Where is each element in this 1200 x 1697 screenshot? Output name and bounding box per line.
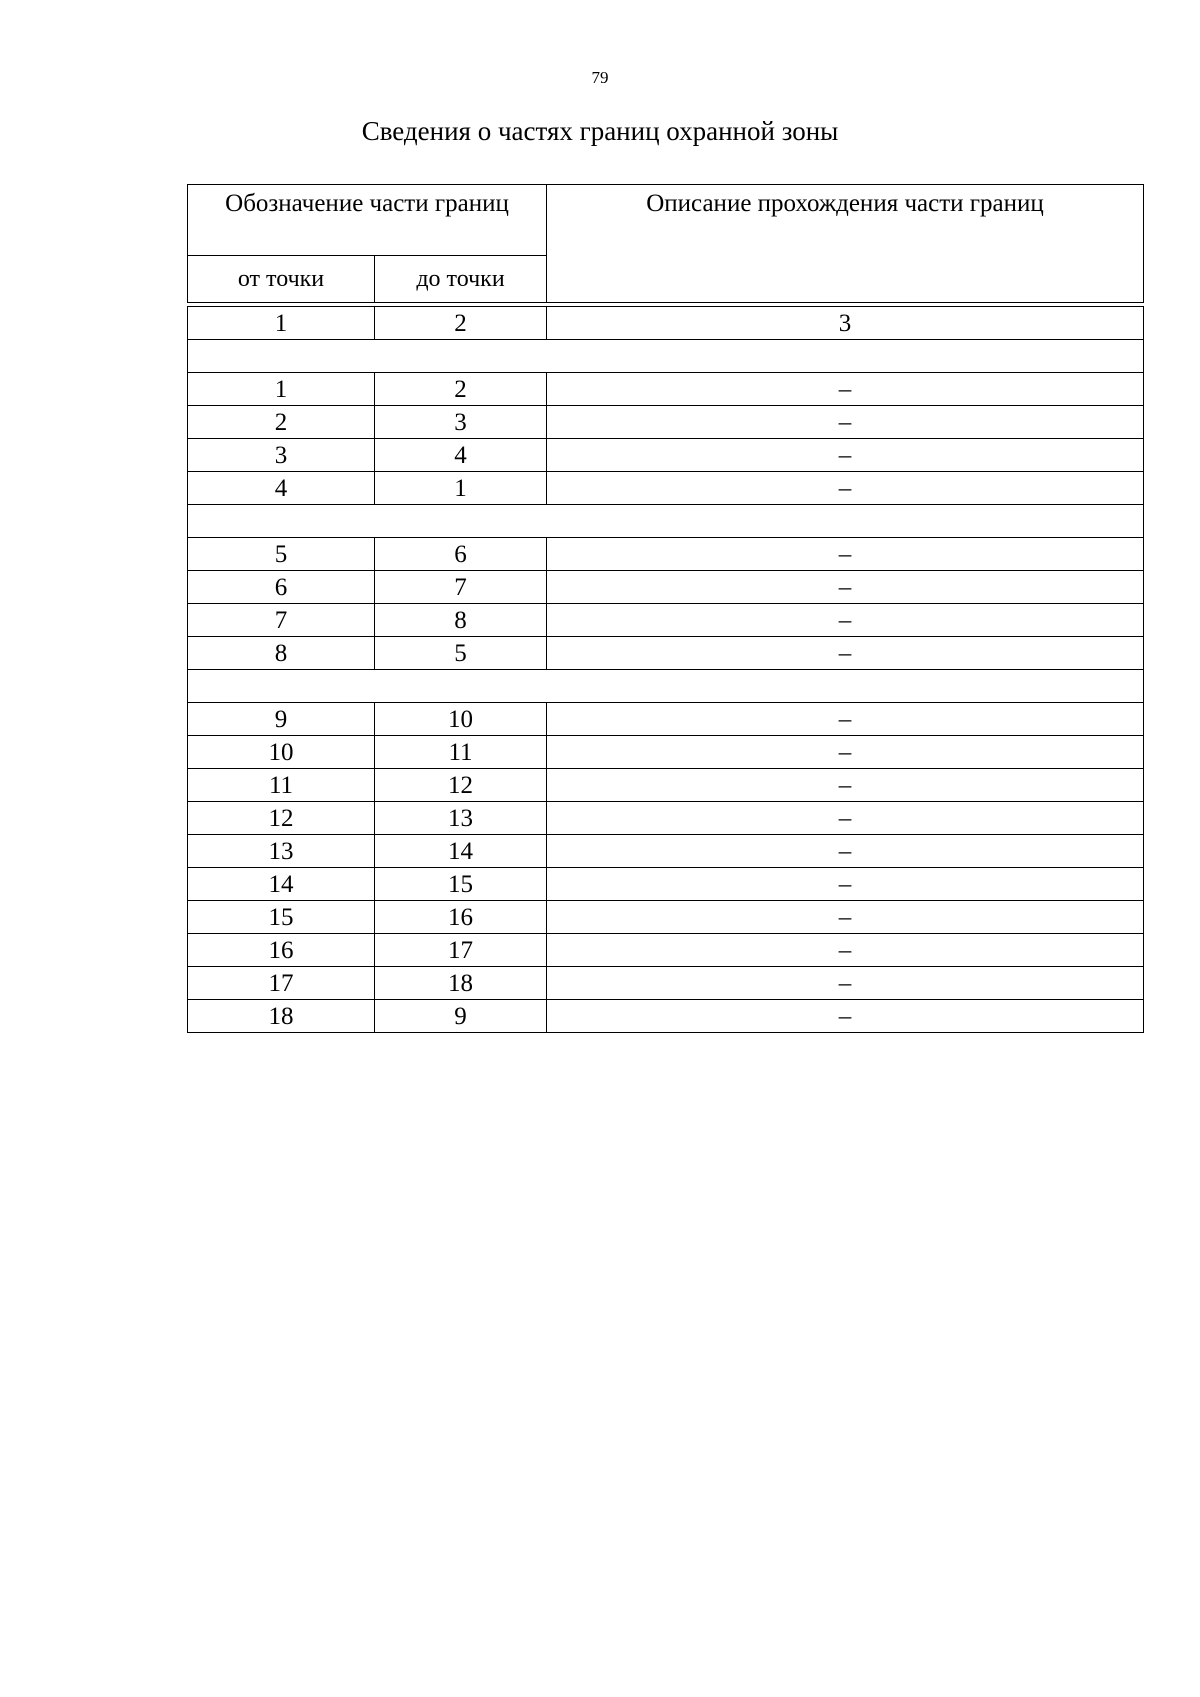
to-point-cell: 8 <box>375 604 547 637</box>
to-point-cell: 10 <box>375 703 547 736</box>
description-cell: – <box>547 967 1144 1000</box>
description-cell: – <box>547 472 1144 505</box>
column-number-3: 3 <box>547 307 1144 340</box>
from-point-cell: 1 <box>188 373 375 406</box>
from-point-cell: 9 <box>188 703 375 736</box>
to-point-cell: 7 <box>375 571 547 604</box>
from-point-cell: 16 <box>188 934 375 967</box>
to-point-cell: 4 <box>375 439 547 472</box>
description-cell: – <box>547 868 1144 901</box>
to-point-cell: 6 <box>375 538 547 571</box>
table-row <box>188 637 1144 670</box>
to-point-cell: 16 <box>375 901 547 934</box>
column-number-row <box>188 307 1144 340</box>
column-number-2: 2 <box>375 307 547 340</box>
table-row <box>188 703 1144 736</box>
page-number: 79 <box>591 68 609 87</box>
table-row <box>188 868 1144 901</box>
table-row <box>188 967 1144 1000</box>
table-row <box>188 901 1144 934</box>
from-point-cell: 14 <box>188 868 375 901</box>
header-group-cell <box>188 185 547 256</box>
description-cell: – <box>547 703 1144 736</box>
description-cell: – <box>547 439 1144 472</box>
from-point-cell: 7 <box>188 604 375 637</box>
section-header-row <box>188 670 1144 703</box>
description-cell: – <box>547 604 1144 637</box>
to-point-cell: 5 <box>375 637 547 670</box>
table-row <box>188 571 1144 604</box>
header-to-cell: до точки <box>375 256 547 303</box>
description-cell: – <box>547 538 1144 571</box>
header-from-cell: от точки <box>188 256 375 303</box>
to-point-cell: 17 <box>375 934 547 967</box>
section-header-cell <box>188 340 1144 373</box>
description-cell: – <box>547 637 1144 670</box>
to-point-cell: 18 <box>375 967 547 1000</box>
from-point-cell: 13 <box>188 835 375 868</box>
section-header-row <box>188 505 1144 538</box>
to-point-cell: 12 <box>375 769 547 802</box>
to-point-cell: 1 <box>375 472 547 505</box>
table-row <box>188 802 1144 835</box>
to-point-cell: 14 <box>375 835 547 868</box>
description-cell: – <box>547 802 1144 835</box>
from-point-cell: 8 <box>188 637 375 670</box>
description-cell: – <box>547 406 1144 439</box>
description-cell: – <box>547 571 1144 604</box>
header-description-label: Описание прохождения части границ <box>646 190 1044 217</box>
section-header-cell <box>188 505 1144 538</box>
to-point-cell: 15 <box>375 868 547 901</box>
section-header-cell <box>188 670 1144 703</box>
to-point-cell: 11 <box>375 736 547 769</box>
description-cell: – <box>547 901 1144 934</box>
from-point-cell: 5 <box>188 538 375 571</box>
from-point-cell: 15 <box>188 901 375 934</box>
boundary-parts-table <box>187 184 1144 1033</box>
table-row <box>188 1000 1144 1033</box>
section-header-row <box>188 340 1144 373</box>
from-point-cell: 4 <box>188 472 375 505</box>
column-number-1: 1 <box>188 307 375 340</box>
from-point-cell: 18 <box>188 1000 375 1033</box>
description-cell: – <box>547 835 1144 868</box>
from-point-cell: 17 <box>188 967 375 1000</box>
to-point-cell: 3 <box>375 406 547 439</box>
description-cell: – <box>547 736 1144 769</box>
from-point-cell: 6 <box>188 571 375 604</box>
table-row <box>188 769 1144 802</box>
table-row <box>188 406 1144 439</box>
to-point-cell: 13 <box>375 802 547 835</box>
table-row <box>188 934 1144 967</box>
table-row <box>188 604 1144 637</box>
document-title: Сведения о частях границ охранной зоны <box>361 116 839 146</box>
to-point-cell: 2 <box>375 373 547 406</box>
table-row <box>188 538 1144 571</box>
description-cell: – <box>547 769 1144 802</box>
table-row <box>188 439 1144 472</box>
table-row <box>188 472 1144 505</box>
from-point-cell: 10 <box>188 736 375 769</box>
table-row <box>188 835 1144 868</box>
header-group-label: Обозначение части границ <box>225 190 509 217</box>
description-cell: – <box>547 934 1144 967</box>
description-cell: – <box>547 373 1144 406</box>
to-point-cell: 9 <box>375 1000 547 1033</box>
from-point-cell: 12 <box>188 802 375 835</box>
from-point-cell: 3 <box>188 439 375 472</box>
table-row <box>188 373 1144 406</box>
header-description-cell <box>547 185 1144 303</box>
header-row <box>188 185 1144 256</box>
from-point-cell: 2 <box>188 406 375 439</box>
from-point-cell: 11 <box>188 769 375 802</box>
description-cell: – <box>547 1000 1144 1033</box>
table-body <box>188 185 1144 1033</box>
table-row <box>188 736 1144 769</box>
